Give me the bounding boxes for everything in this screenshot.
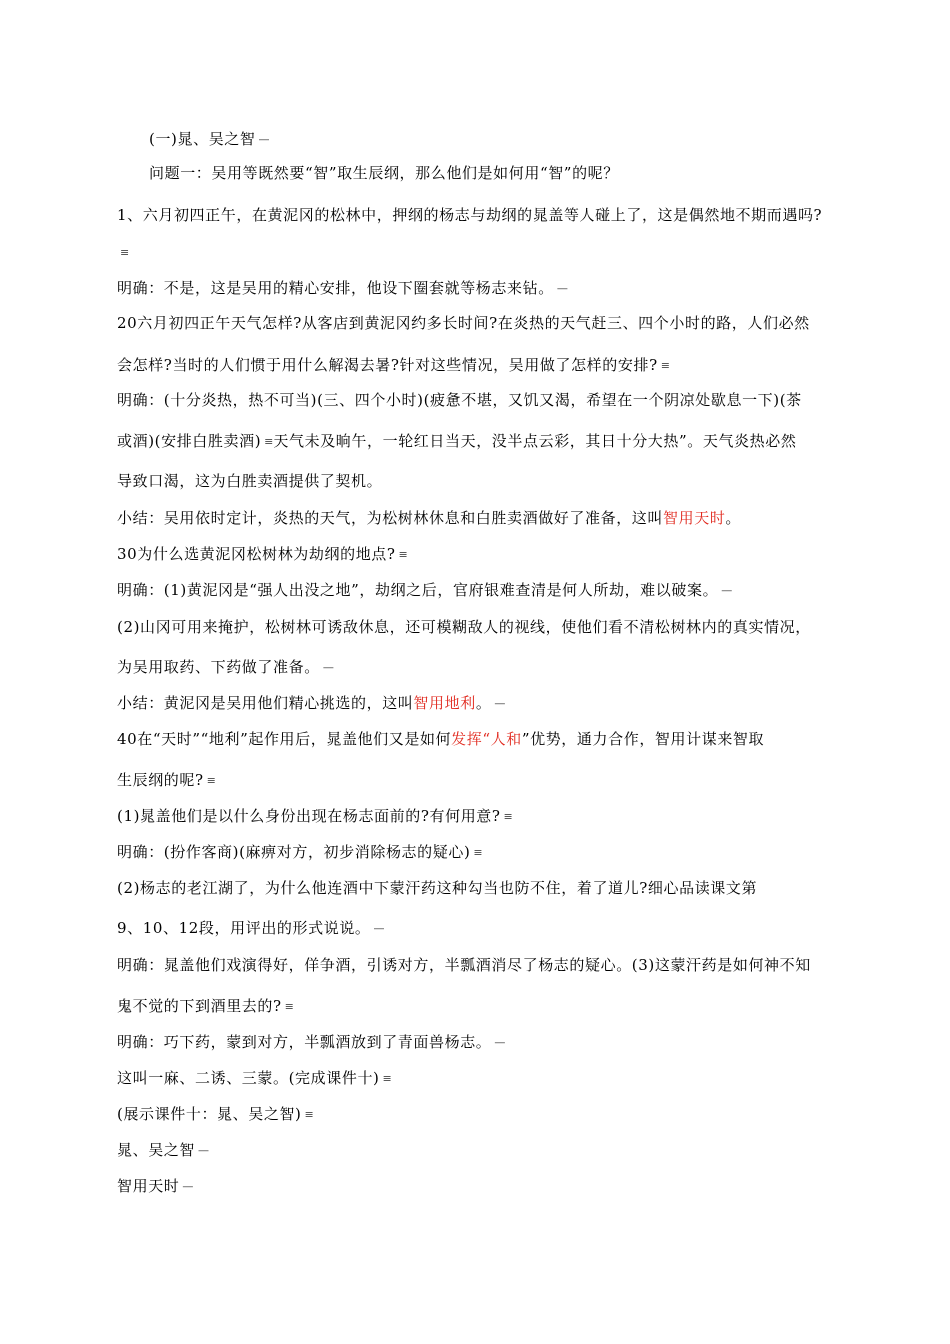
courseware-note: (展示课件十：晁、吴之智) ≡ bbox=[117, 1105, 314, 1123]
paragraph-mark-icon: — bbox=[721, 584, 733, 597]
line-break-mark-icon: ≡ bbox=[398, 548, 408, 561]
item-1-question-text: 1、六月初四正午，在黄泥冈的松林中，押纲的杨志与劫纲的晁盖等人碰上了，这是偶然地不期而遇吗? bbox=[117, 206, 823, 224]
highlight-tianshi: 智用天时 bbox=[663, 509, 726, 527]
highlight-renhe: 发挥“人和 bbox=[451, 730, 522, 748]
sub-answer-2-line-1: 明确：晁盖他们戏演得好，佯争酒，引诱对方，半瓢酒消尽了杨志的疑心。(3)这蒙汗药是如何神不知 bbox=[117, 956, 811, 974]
paragraph-mark-icon: — bbox=[198, 1144, 210, 1157]
paragraph-mark-icon: — bbox=[373, 922, 385, 935]
sub-question-1: (1)晁盖他们是以什么身份出现在杨志面前的?有何用意? ≡ bbox=[117, 807, 513, 825]
item-2-answer-line-2: 或酒)(安排白胜卖酒) ≡天气未及晌午，一轮红日当天，没半点云彩，其日十分大热”。天气炎热必然 bbox=[117, 432, 797, 450]
summary-three-steps: 这叫一麻、二诱、三蒙。(完成课件十) ≡ bbox=[117, 1069, 392, 1087]
paragraph-mark-icon: — bbox=[258, 133, 270, 146]
highlight-dili: 智用地利 bbox=[413, 694, 476, 712]
section-heading-text: (一)晁、吴之智 bbox=[149, 130, 256, 148]
line-break-mark-icon: ≡ bbox=[473, 846, 483, 859]
item-3-answer-2-cont: 为吴用取药、下药做了准备。 — bbox=[117, 658, 334, 676]
item-1-answer bbox=[117, 278, 568, 299]
section-heading bbox=[149, 129, 270, 150]
summary-dili: 小结：黄泥冈是吴用他们精心挑选的，这叫智用地利。 — bbox=[117, 694, 506, 712]
sub-question-2-line-1: (2)杨志的老江湖了，为什么他连酒中下蒙汗药这种勾当也防不住，着了道儿?细心品读课文第 bbox=[117, 879, 758, 897]
sub-question-2-line-2: 9、10、12段，用评出的形式说说。 — bbox=[117, 919, 385, 937]
line-break-mark-icon: ≡ bbox=[660, 359, 670, 372]
line-break-mark-icon: ≡ bbox=[382, 1072, 392, 1085]
sub-answer-3: 明确：巧下药，蒙到对方，半瓢酒放到了青面兽杨志。 — bbox=[117, 1033, 506, 1051]
line-break-mark-icon: ≡ bbox=[503, 810, 513, 823]
item-1-continuation bbox=[117, 242, 129, 263]
paragraph-mark-icon: — bbox=[322, 661, 334, 674]
summary-tianshi: 小结：吴用依时定计，炎热的天气，为松树林休息和白胜卖酒做好了准备，这叫智用天时。 bbox=[117, 509, 742, 527]
item-2-question-line-2: 会怎样?当时的人们惯于用什么解渴去暑?针对这些情况，吴用做了怎样的安排? ≡ bbox=[117, 356, 670, 374]
line-break-mark-icon: ≡ bbox=[264, 435, 274, 448]
paragraph-mark-icon: — bbox=[494, 697, 506, 710]
paragraph-mark-icon: — bbox=[494, 1036, 506, 1049]
item-2-answer-line-3: 导致口渴，这为白胜卖酒提供了契机。 bbox=[117, 472, 383, 490]
sub-answer-1: 明确：(扮作客商)(麻痹对方，初步消除杨志的疑心) ≡ bbox=[117, 843, 483, 861]
item-3-question: 30为什么选黄泥冈松树林为劫纲的地点? ≡ bbox=[117, 545, 408, 563]
item-2-question-line-1: 20六月初四正午天气怎样?从客店到黄泥冈约多长时间?在炎热的天气赶三、四个小时的路，人们必然 bbox=[117, 314, 810, 332]
line-break-mark-icon: ≡ bbox=[206, 774, 216, 787]
line-break-mark-icon: ≡ bbox=[304, 1108, 314, 1121]
question-one bbox=[149, 163, 619, 183]
item-3-answer-1: 明确：(1)黄泥冈是“强人出没之地”，劫纲之后，官府银难查清是何人所劫，难以破案。 — bbox=[117, 581, 733, 599]
line-break-mark-icon: ≡ bbox=[120, 246, 130, 259]
item-4-question-line-1: 40在“天时”“地利”起作用后，晁盖他们又是如何发挥“人和”优势，通力合作，智用计谋来智取 bbox=[117, 730, 765, 748]
outline-item-tianshi: 智用天时 — bbox=[117, 1177, 194, 1195]
item-3-answer-2: (2)山冈可用来掩护，松树林可诱敌休息，还可模糊敌人的视线，使他们看不清松树林内的真实情况， bbox=[117, 618, 811, 636]
sub-answer-2-line-2: 鬼不觉的下到酒里去的? ≡ bbox=[117, 997, 294, 1015]
item-4-question-line-2: 生辰纲的呢? ≡ bbox=[117, 771, 216, 789]
outline-heading: 晁、吴之智 — bbox=[117, 1141, 210, 1159]
line-break-mark-icon: ≡ bbox=[284, 1000, 294, 1013]
paragraph-mark-icon: — bbox=[182, 1180, 194, 1193]
item-2-answer-line-1: 明确：(十分炎热，热不可当)(三、四个小时)(疲惫不堪，又饥又渴，希望在一个阴凉处歇息一下)(茶 bbox=[117, 391, 802, 409]
paragraph-mark-icon: — bbox=[556, 282, 568, 295]
question-one-text: 问题一：吴用等既然要“智”取生辰纲，那么他们是如何用“智”的呢？ bbox=[149, 164, 619, 182]
item-1-answer-text: 明确：不是，这是吴用的精心安排，他设下圈套就等杨志来钻。 bbox=[117, 279, 554, 297]
item-1-question bbox=[117, 205, 822, 225]
